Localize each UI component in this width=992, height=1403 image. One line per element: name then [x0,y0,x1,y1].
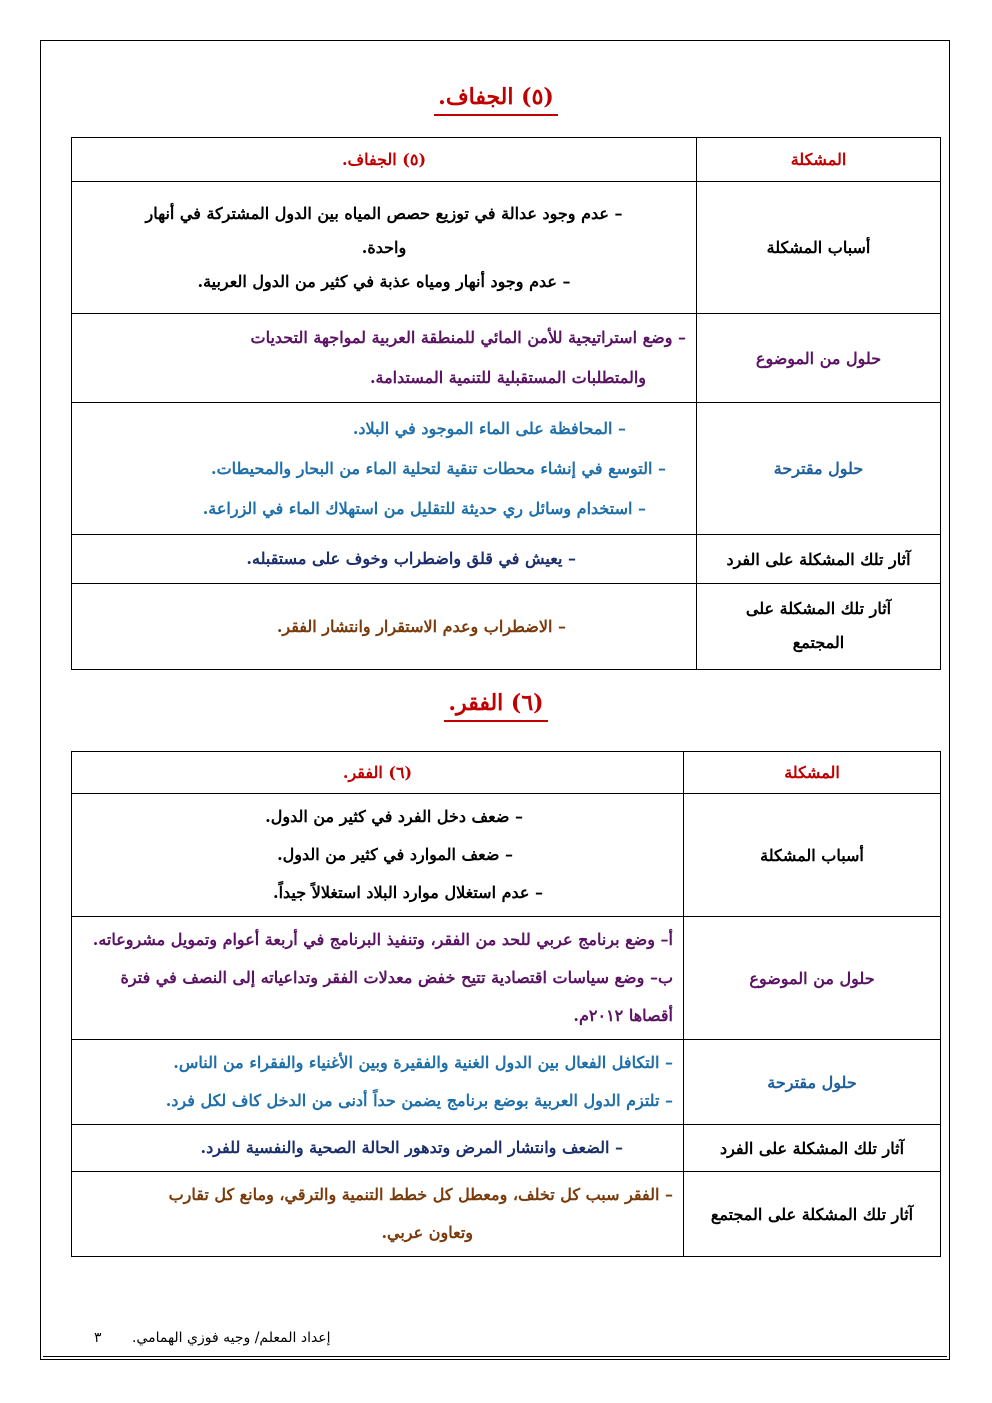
table-row [72,917,941,1040]
table-row [72,314,941,403]
row-content: – الضعف وانتشار المرض وتدهور الحالة الصحية والنفسية للفرد. [72,1125,684,1172]
row-label: حلول من الموضوع [684,917,941,1040]
row-label: حلول مقترحة [697,403,941,535]
table-header-row [72,138,941,182]
table-row [72,584,941,670]
row-label: آثار تلك المشكلة على المجتمع [684,1172,941,1257]
table-row [72,535,941,584]
header-label: المشكلة [684,752,941,794]
row-label: آثار تلك المشكلة على الفرد [684,1125,941,1172]
page-footer [68,1330,331,1346]
row-label: آثار تلك المشكلة على الفرد [697,535,941,584]
row-label: أسباب المشكلة [684,794,941,917]
row-content: – عدم وجود عدالة في توزيع حصص المياه بين الدول المشتركة في أنهار واحدة. – عدم وجود أنهار ومياه عذبة في كثير من الدول العربية. [72,182,697,314]
row-content: – يعيش في قلق واضطراب وخوف على مستقبله. [72,535,697,584]
row-label: أسباب المشكلة [697,182,941,314]
table-row [72,403,941,535]
header-value: (٥) الجفاف. [72,138,697,182]
table-row [72,1040,941,1125]
row-label: حلول مقترحة [684,1040,941,1125]
table-row [72,1172,941,1257]
row-content: – الاضطراب وعدم الاستقرار وانتشار الفقر. [72,584,697,670]
header-label: المشكلة [697,138,941,182]
drought-table [71,137,941,670]
row-content: – التكافل الفعال بين الدول الغنية والفقيرة وبين الأغنياء والفقراء من الناس. – تلتزم الدول العربية بوضع برنامج يضمن حداً أدنى من الدخل كاف لكل فرد. [72,1040,684,1125]
section-heading-drought: (٥) الجفاف. [0,84,992,116]
table-header-row [72,752,941,794]
footer-author: إعداد المعلم/ وجيه فوزي الهمامي. [131,1330,331,1346]
page-number: ٣ [94,1330,102,1346]
header-value: (٦) الفقر. [72,752,684,794]
row-label: حلول من الموضوع [697,314,941,403]
table-row [72,182,941,314]
row-content: – وضع استراتيجية للأمن المائي للمنطقة العربية لمواجهة التحديات والمتطلبات المستقبلية للتنمية المستدامة. [72,314,697,403]
row-content: – المحافظة على الماء الموجود في البلاد. – التوسع في إنشاء محطات تنقية لتحلية الماء من البحار والمحيطات. – استخدام وسائل ري حديثة للتقليل من استهلاك الماء في الزراعة. [72,403,697,535]
row-label: آثار تلك المشكلة على المجتمع [697,584,941,670]
table-row [72,794,941,917]
poverty-table [71,751,941,1257]
section-heading-poverty: (٦) الفقر. [0,690,992,722]
row-content: – الفقر سبب كل تخلف، ومعطل كل خطط التنمية والترقي، ومانع كل تقارب وتعاون عربي. [72,1172,684,1257]
table-row [72,1125,941,1172]
row-content: أ– وضع برنامج عربي للحد من الفقر، وتنفيذ البرنامج في أربعة أعوام وتمويل مشروعاته. ب– وضع سياسات اقتصادية تتيح خفض معدلات الفقر وتداعياته إلى النصف في فترة أقصاها ٢٠١٢م. [72,917,684,1040]
row-content: – ضعف دخل الفرد في كثير من الدول. – ضعف الموارد في كثير من الدول. – عدم استغلال موارد البلاد استغلالاً جيداً. [72,794,684,917]
